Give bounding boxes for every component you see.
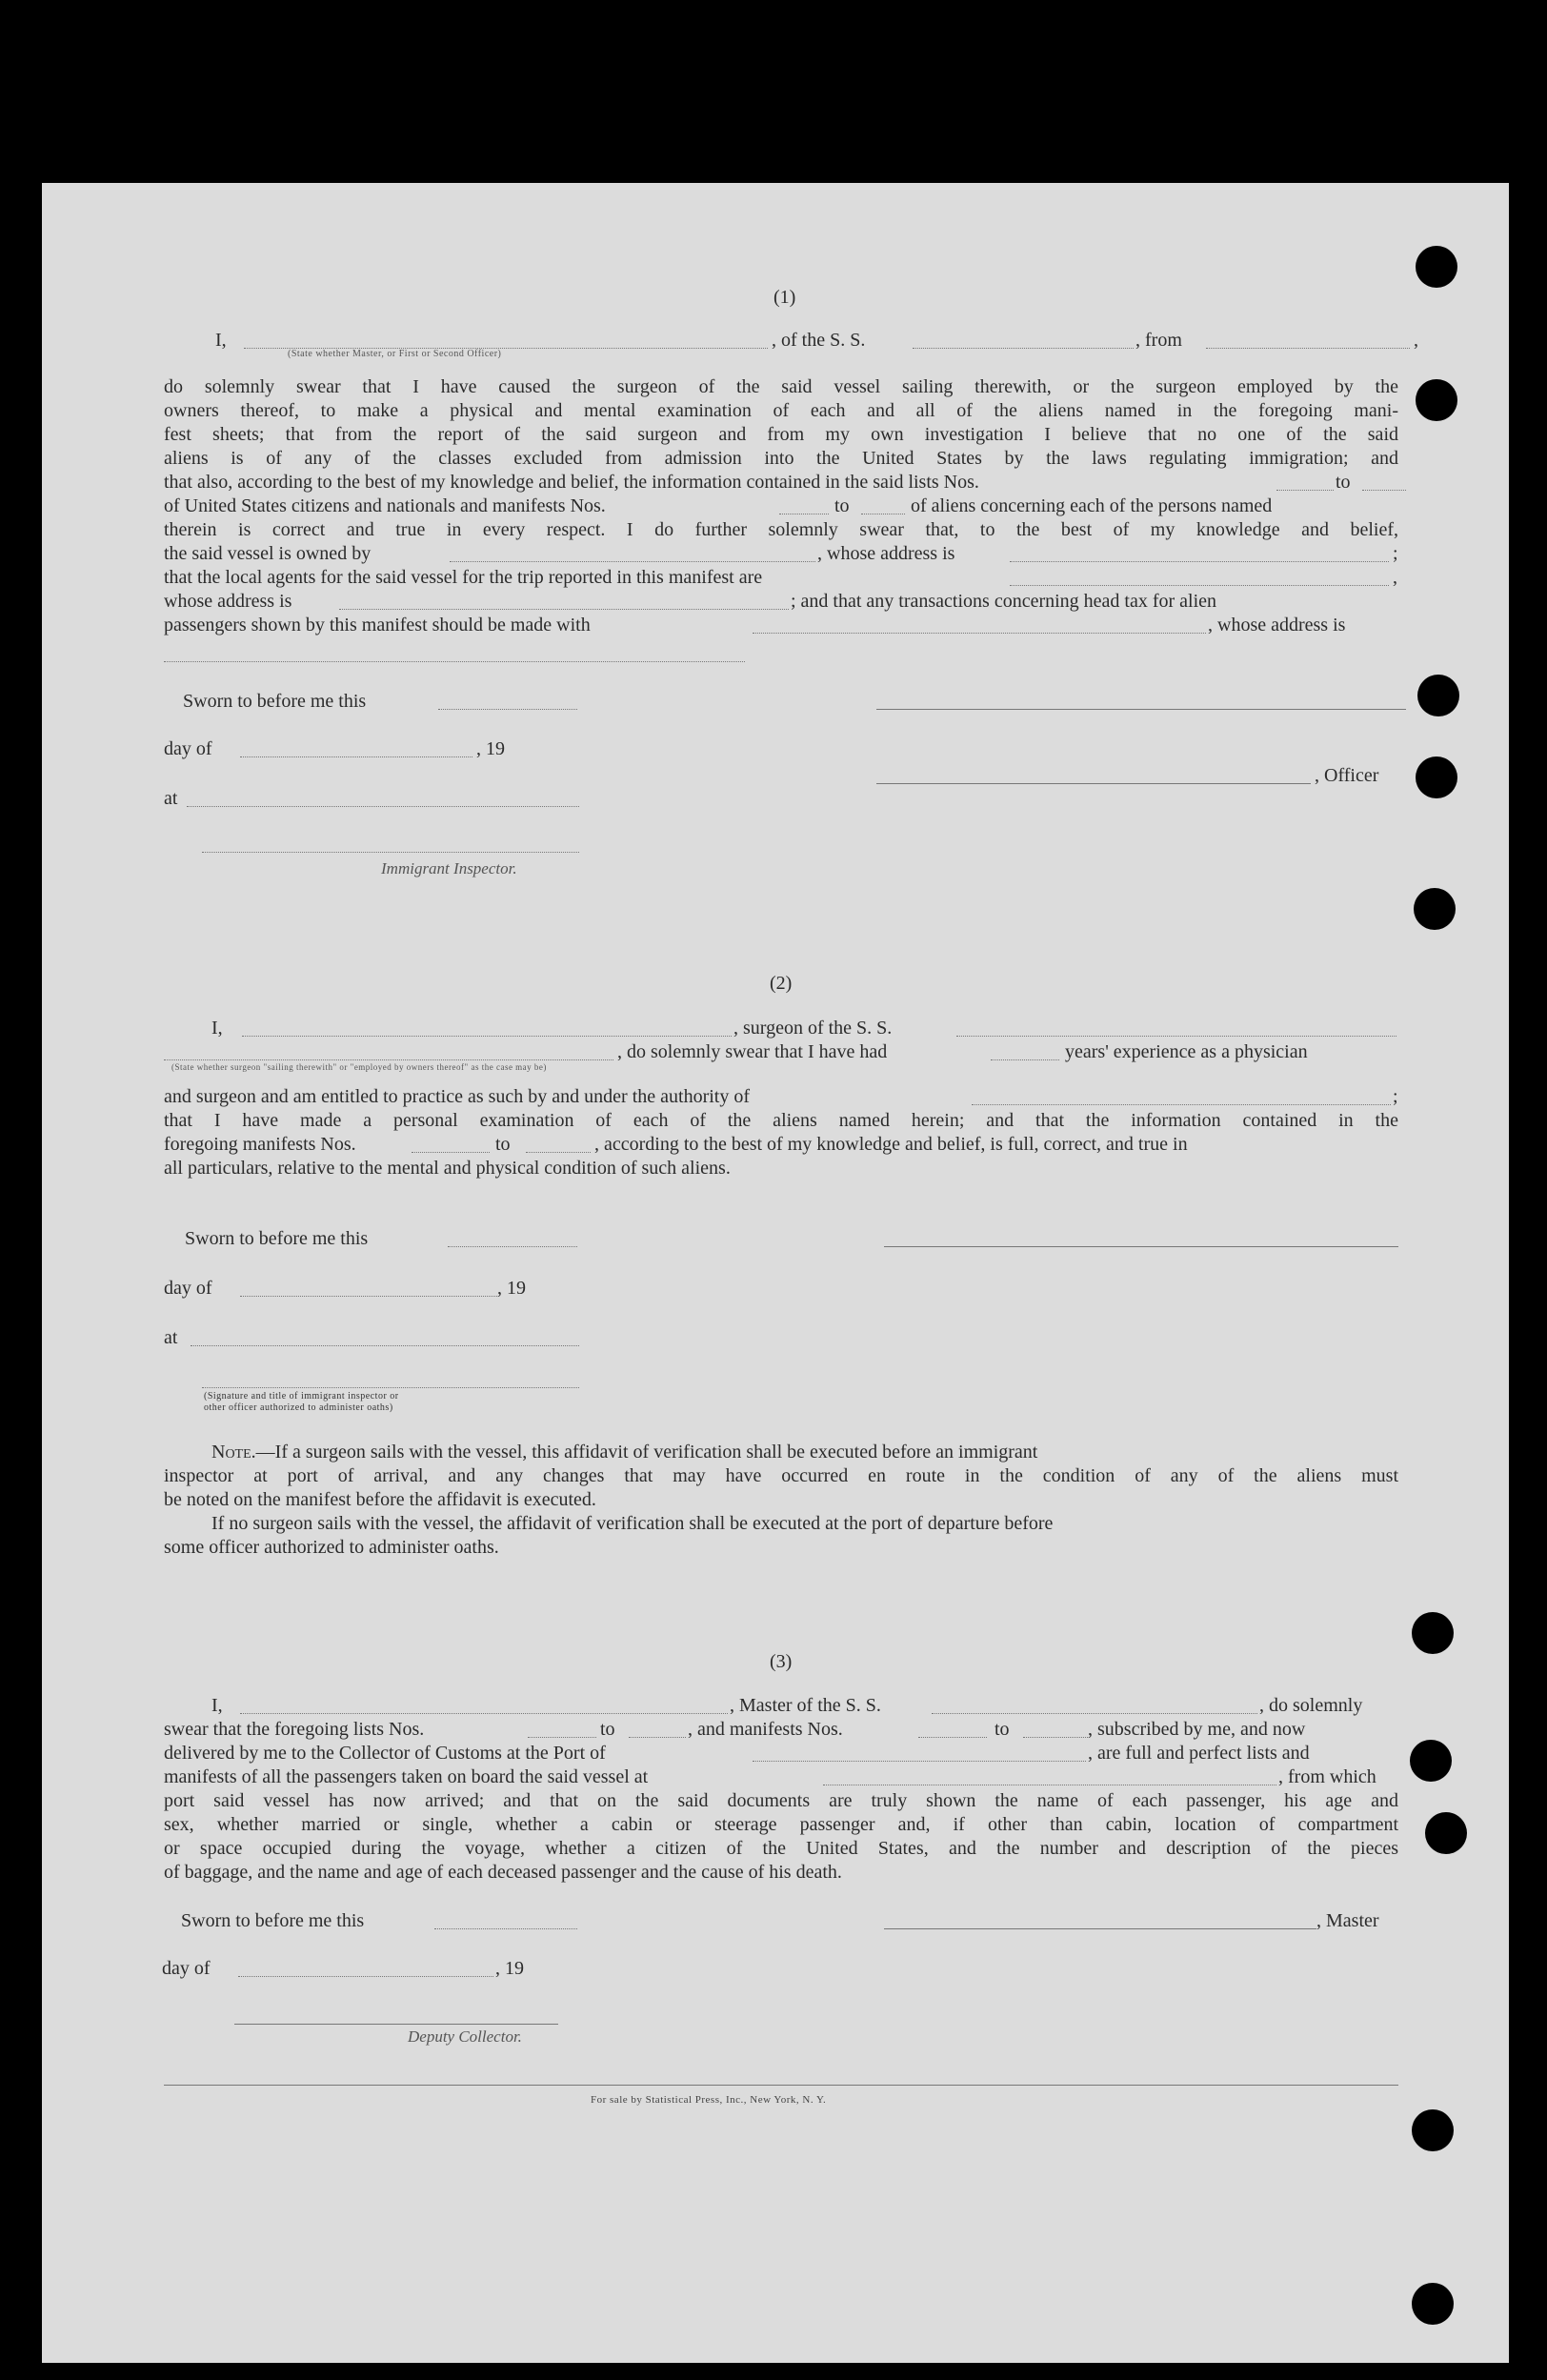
oath-3-text: or space occupied during the voyage, whether a citizen of the United States, and the number and description of the pieces — [164, 1838, 1398, 1859]
sworn-date-field[interactable] — [438, 709, 577, 710]
officer-title-line[interactable] — [876, 783, 1311, 784]
master-lists-to-field[interactable] — [629, 1737, 686, 1738]
inspector-signature-field[interactable] — [202, 852, 579, 853]
owner-field[interactable] — [450, 561, 815, 562]
signature-hint: (Signature and title of immigrant inspector or — [204, 1391, 399, 1402]
oath-3-text: swear that the foregoing lists Nos. — [164, 1719, 425, 1740]
note-line: be noted on the manifest before the affidavit is executed. — [164, 1489, 596, 1510]
sworn-label: Sworn to before me this — [185, 1228, 369, 1249]
year-label: , 19 — [495, 1958, 524, 1979]
note-line: some officer authorized to administer oaths. — [164, 1537, 499, 1558]
day-of-field[interactable] — [240, 756, 472, 757]
oath-1-text: that the local agents for the said vessel for the trip reported in this manifest are — [164, 567, 763, 588]
oath-1-text: aliens is of any of the classes excluded from admission into the United States by the laws regulating immigration; and — [164, 448, 1398, 469]
lists-from-field[interactable] — [1276, 490, 1334, 491]
oath-1-text: ; — [1393, 543, 1398, 564]
oath-3-text: , subscribed by me, and now — [1088, 1719, 1306, 1740]
oath-3-to: to — [600, 1719, 615, 1740]
oath-3-text: port said vessel has now arrived; and that on the said documents are truly shown the name of each passenger, his age and — [164, 1790, 1398, 1811]
surgeon-manifests-to-field[interactable] — [526, 1152, 591, 1153]
oath-2-text: , according to the best of my knowledge and belief, is full, correct, and true in — [594, 1134, 1188, 1155]
oath-2-to: to — [495, 1134, 511, 1155]
head-tax-contact-field[interactable] — [753, 633, 1206, 634]
master-lists-from-field[interactable] — [528, 1737, 596, 1738]
footer-text: For sale by Statistical Press, Inc., New York, N. Y. — [591, 2094, 827, 2106]
punch-hole — [1414, 888, 1456, 930]
oath-3-i: I, — [211, 1695, 223, 1716]
oath-1-to: to — [1336, 472, 1351, 493]
day-of-label: day of — [164, 738, 212, 759]
oath-1-from: , from — [1135, 330, 1182, 351]
oath-2-text: , surgeon of the S. S. — [733, 1018, 893, 1039]
oath-2-text: that I have made a personal examination of each of the aliens named herein; and that the information contained in the — [164, 1110, 1398, 1131]
agents-address-field[interactable] — [339, 609, 789, 610]
oath-1-text: passengers shown by this manifest should be made with — [164, 615, 591, 635]
year-label: , 19 — [497, 1278, 526, 1299]
departure-port-field[interactable] — [1206, 348, 1410, 349]
section-2-number: (2) — [770, 973, 793, 994]
oath-3-text: sex, whether married or single, whether a cabin or steerage passenger and, if other than cabin, location of compartment — [164, 1814, 1398, 1835]
oath-1-comma: , — [1414, 330, 1418, 351]
oath-1-text: of aliens concerning each of the persons named — [911, 495, 1273, 516]
owner-address-field[interactable] — [1010, 561, 1389, 562]
oath-3-text: , from which — [1278, 1766, 1376, 1787]
authority-field[interactable] — [972, 1104, 1391, 1105]
day-of-field[interactable] — [240, 1296, 497, 1297]
officer-signature-line[interactable] — [876, 709, 1406, 710]
sworn-label: Sworn to before me this — [183, 691, 367, 712]
section-3-number: (3) — [770, 1651, 793, 1672]
footer-rule — [164, 2085, 1398, 2086]
master-manifests-from-field[interactable] — [918, 1737, 987, 1738]
sworn-date-field[interactable] — [434, 1928, 577, 1929]
collector-signature-line[interactable] — [234, 2024, 558, 2025]
master-name-field[interactable] — [240, 1713, 728, 1714]
oath-2-text: all particulars, relative to the mental and physical condition of such aliens. — [164, 1158, 731, 1179]
officer-hint: (State whether Master, or First or Second Officer) — [288, 349, 502, 359]
at-label: at — [164, 1327, 178, 1348]
surgeon-status-field[interactable] — [164, 1059, 613, 1060]
years-experience-field[interactable] — [991, 1059, 1059, 1060]
oath-3-to: to — [994, 1719, 1010, 1740]
note-label: Note. — [211, 1442, 256, 1462]
punch-hole — [1412, 2109, 1454, 2151]
oath-2-text: and surgeon and am entitled to practice as such by and under the authority of — [164, 1086, 750, 1107]
oath-1-text: that also, according to the best of my knowledge and belief, the information contained in the said lists Nos. — [164, 472, 979, 493]
oath-3-text: , do solemnly — [1259, 1695, 1363, 1716]
at-place-field[interactable] — [191, 1345, 579, 1346]
at-place-field[interactable] — [187, 806, 579, 807]
oath-1-text: ; and that any transactions concerning head tax for alien — [791, 591, 1217, 612]
sworn-date-field[interactable] — [448, 1246, 577, 1247]
sworn-label: Sworn to before me this — [181, 1910, 365, 1931]
master-manifests-to-field[interactable] — [1023, 1737, 1088, 1738]
note-text — [211, 1441, 1037, 1463]
year-label: , 19 — [476, 738, 505, 759]
day-of-label: day of — [162, 1958, 211, 1979]
oath-1-text: do solemnly swear that I have caused the surgeon of the said vessel sailing therewith, or the surgeon employed by the — [164, 376, 1398, 397]
at-label: at — [164, 788, 178, 809]
oath-2-text: ; — [1393, 1086, 1398, 1107]
punch-hole — [1412, 2283, 1454, 2325]
oath-1-to: to — [834, 495, 850, 516]
punch-hole — [1410, 1740, 1452, 1782]
master-signature-line[interactable] — [884, 1928, 1316, 1929]
oath-1-text: of United States citizens and nationals and manifests Nos. — [164, 495, 606, 516]
surgeon-vessel-field[interactable] — [956, 1036, 1396, 1037]
master-vessel-field[interactable] — [932, 1713, 1257, 1714]
oath-1-text: , — [1393, 567, 1397, 588]
day-of-field[interactable] — [238, 1976, 493, 1977]
oath-2-text: foregoing manifests Nos. — [164, 1134, 356, 1155]
punch-hole — [1416, 379, 1457, 421]
note-line: —If a surgeon sails with the vessel, this affidavit of verification shall be executed before an immigrant — [255, 1442, 1038, 1462]
signature-hint: other officer authorized to administer oaths) — [204, 1402, 393, 1413]
section-1-number: (1) — [774, 287, 796, 308]
oath-2-text: , do solemnly swear that I have had — [617, 1041, 888, 1062]
punch-hole — [1425, 1812, 1467, 1854]
oath-1-text: , whose address is — [1208, 615, 1346, 635]
punch-hole — [1417, 675, 1459, 716]
oath-3-text: , Master of the S. S. — [730, 1695, 881, 1716]
day-of-label: day of — [164, 1278, 212, 1299]
customs-port-field[interactable] — [753, 1761, 1086, 1762]
note-line: inspector at port of arrival, and any changes that may have occurred en route in the condition of any of the aliens must — [164, 1465, 1398, 1486]
oath-1-text: therein is correct and true in every respect. I do further solemnly swear that, to the best of my knowledge and belief, — [164, 519, 1398, 540]
oath-1-text: the said vessel is owned by — [164, 543, 372, 564]
punch-hole — [1416, 756, 1457, 798]
oath-1-text: owners thereof, to make a physical and mental examination of each and all of the aliens named in the foregoing mani- — [164, 400, 1398, 421]
oath-2-i: I, — [211, 1018, 223, 1039]
oath-2-text: years' experience as a physician — [1065, 1041, 1308, 1062]
surgeon-manifests-from-field[interactable] — [412, 1152, 490, 1153]
head-tax-address-field[interactable] — [164, 661, 745, 662]
surgeon-hint: (State whether surgeon "sailing therewith" or "employed by owners thereof" as the case may be) — [171, 1062, 547, 1072]
inspector-signature-field[interactable] — [202, 1387, 579, 1388]
oath-1-i: I, — [215, 330, 227, 351]
oath-1-of-ss: , of the S. S. — [772, 330, 866, 351]
collector-label: Deputy Collector. — [408, 2027, 522, 2046]
officer-label: , Officer — [1315, 765, 1379, 786]
vessel-name-field[interactable] — [913, 348, 1134, 349]
lists-to-field[interactable] — [1362, 490, 1406, 491]
oath-1-text: , whose address is — [817, 543, 955, 564]
oath-3-text: manifests of all the passengers taken on board the said vessel at — [164, 1766, 649, 1787]
oath-3-text: , are full and perfect lists and — [1088, 1743, 1310, 1764]
punch-hole — [1412, 1612, 1454, 1654]
note-line: If no surgeon sails with the vessel, the affidavit of verification shall be executed at the port of departure before — [211, 1513, 1054, 1534]
master-label: , Master — [1316, 1910, 1379, 1931]
oath-3-text: delivered by me to the Collector of Customs at the Port of — [164, 1743, 606, 1764]
oath-1-text: fest sheets; that from the report of the said surgeon and from my own investigation I believe that no one of the said — [164, 424, 1398, 445]
surgeon-name-field[interactable] — [242, 1036, 732, 1037]
local-agents-field[interactable] — [1010, 585, 1389, 586]
inspector-label: Immigrant Inspector. — [381, 859, 517, 877]
oath-3-text: of baggage, and the name and age of each deceased passenger and the cause of his death. — [164, 1862, 842, 1883]
surgeon-signature-line[interactable] — [884, 1246, 1398, 1247]
oath-3-text: , and manifests Nos. — [688, 1719, 843, 1740]
punch-hole — [1416, 246, 1457, 288]
oath-1-text: whose address is — [164, 591, 292, 612]
